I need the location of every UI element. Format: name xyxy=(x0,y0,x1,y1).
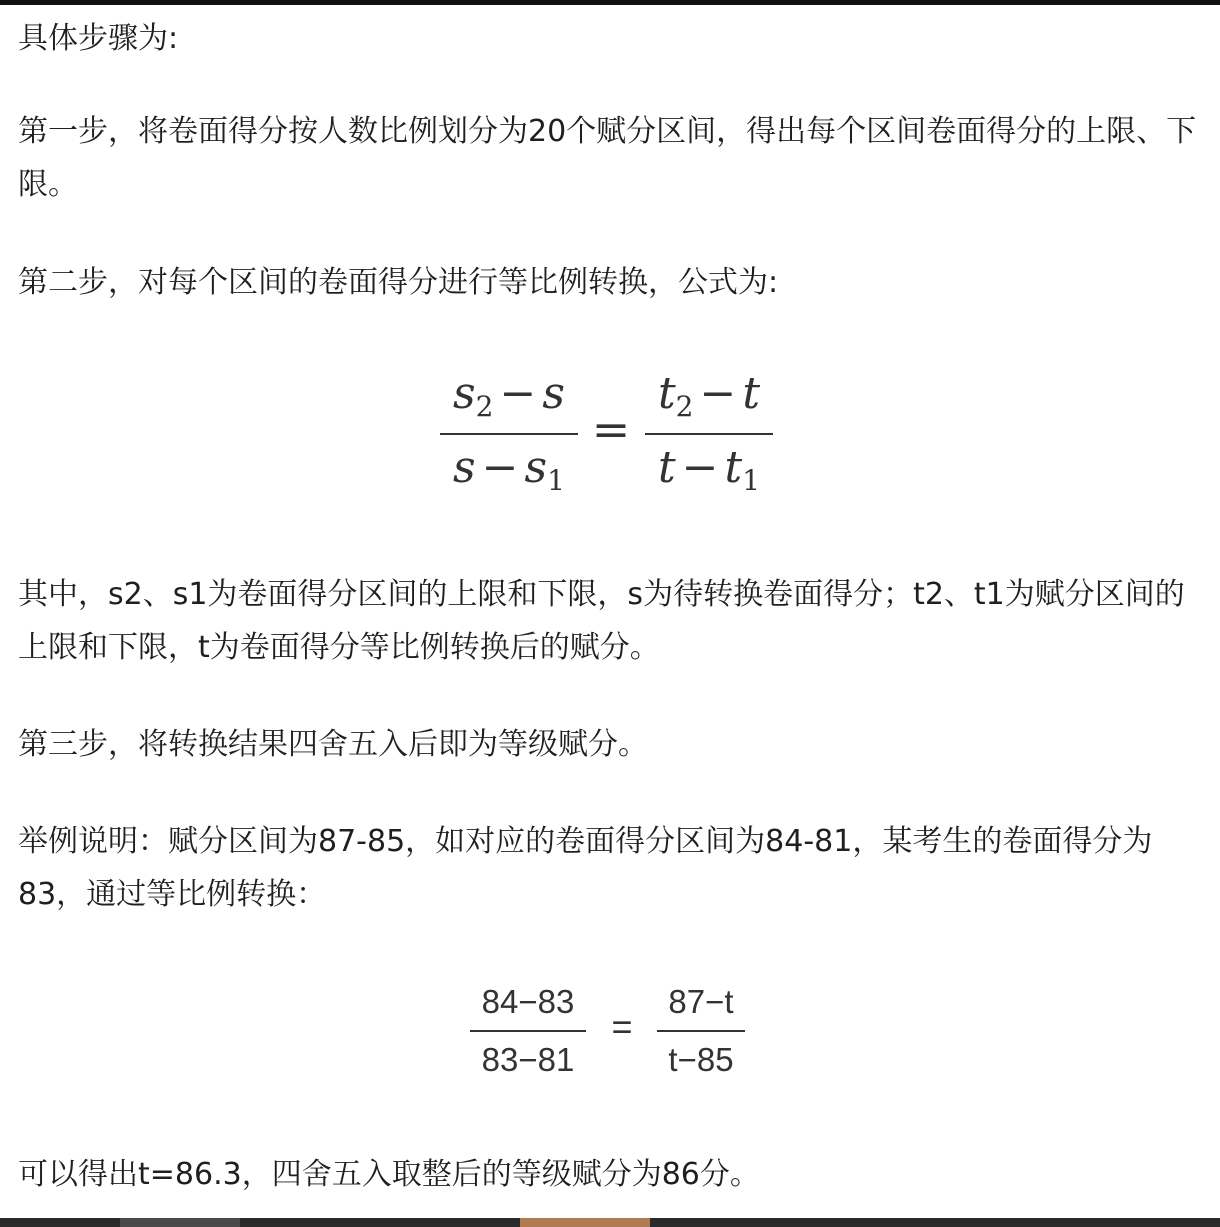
minus-sign: − xyxy=(499,368,537,419)
minus-sign: − xyxy=(699,368,737,419)
fraction-bar xyxy=(470,1030,586,1032)
top-border xyxy=(0,0,1220,5)
numeric-left-fraction xyxy=(470,975,586,1085)
formula-right-denominator xyxy=(645,442,773,497)
fraction-bar xyxy=(440,433,578,435)
var-s1: s xyxy=(524,442,548,493)
var-t: t xyxy=(657,442,676,493)
fraction-bar xyxy=(645,433,773,435)
var-s: s xyxy=(453,442,476,493)
var-t1: t xyxy=(724,442,743,493)
numeric-right-fraction xyxy=(657,975,745,1085)
numeric-left-numerator: 84−83 xyxy=(481,983,575,1020)
sub-1: 1 xyxy=(547,464,565,497)
var-s: s xyxy=(542,368,565,419)
fraction-bar xyxy=(657,1030,745,1032)
example-text: 举例说明：赋分区间为87-85，如对应的卷面得分区间为84-81，某考生的卷面得分为83，通过等比例转换： xyxy=(18,824,1153,912)
step-two-text: 第二步，对每个区间的卷面得分进行等比例转换，公式为: xyxy=(18,265,779,300)
formula-right-fraction xyxy=(645,360,773,500)
numeric-formula xyxy=(0,975,1220,1095)
step-one-text: 第一步，将卷面得分按人数比例划分为20个赋分区间，得出每个区间卷面得分的上限、下限。 xyxy=(18,114,1197,202)
minus-sign: − xyxy=(681,442,719,493)
bottom-bar-segment xyxy=(520,1218,650,1227)
heading-text: 具体步骤为: xyxy=(18,21,179,56)
numeric-left-denominator: 83−81 xyxy=(481,1041,575,1078)
sub-2: 2 xyxy=(475,390,494,423)
sub-2: 2 xyxy=(675,390,694,423)
var-s2: s xyxy=(453,368,476,419)
step-three-text: 第三步，将转换结果四舍五入后即为等级赋分。 xyxy=(18,727,648,762)
result-text: 可以得出t=86.3，四舍五入取整后的等级赋分为86分。 xyxy=(18,1157,760,1192)
formula-left-fraction xyxy=(440,360,578,500)
formula-left-denominator xyxy=(440,442,578,497)
equals-sign: = xyxy=(611,1006,633,1047)
minus-sign: − xyxy=(481,442,519,493)
formula-left-numerator xyxy=(440,368,578,423)
equals-sign: = xyxy=(591,402,631,456)
sub-1: 1 xyxy=(742,464,761,497)
var-t2: t xyxy=(657,368,676,419)
formula-right-numerator xyxy=(645,368,773,423)
numeric-right-denominator: t−85 xyxy=(668,1041,734,1078)
symbolic-formula xyxy=(0,360,1220,510)
var-t: t xyxy=(742,368,761,419)
numeric-right-numerator: 87−t xyxy=(668,983,734,1020)
bottom-bar xyxy=(0,1218,1220,1227)
definitions-text: 其中，s2、s1为卷面得分区间的上限和下限，s为待转换卷面得分；t2、t1为赋分区间的上限和下限，t为卷面得分等比例转换后的赋分。 xyxy=(18,577,1185,665)
bottom-bar-segment xyxy=(120,1218,240,1227)
